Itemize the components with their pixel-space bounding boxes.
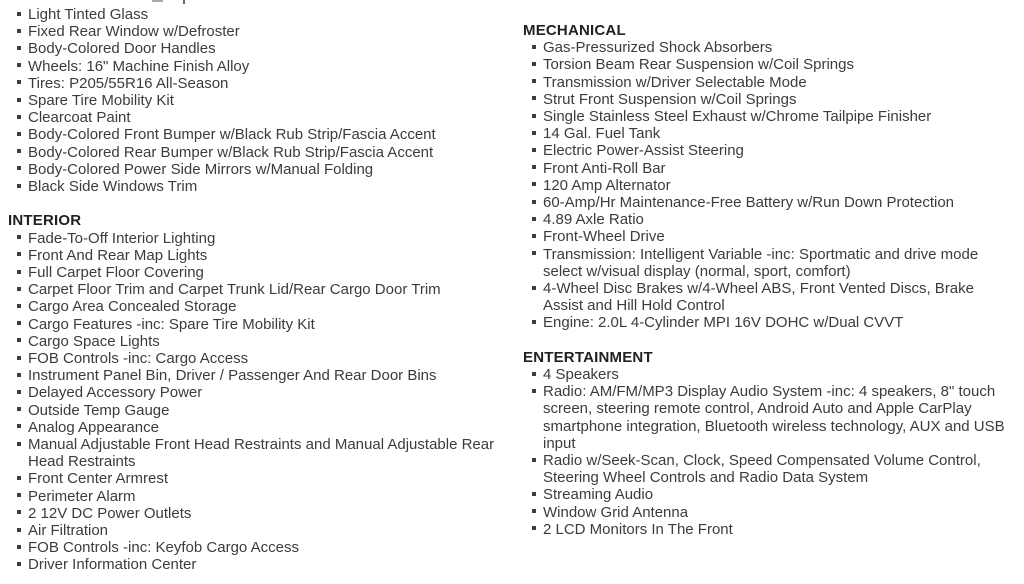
- feature-item-line: 2 LCD Monitors In The Front: [543, 520, 733, 538]
- square-bullet-icon: [17, 356, 21, 360]
- feature-item: [8, 144, 498, 161]
- square-bullet-icon: [532, 148, 536, 152]
- square-bullet-icon: [17, 132, 21, 136]
- feature-item-line: Analog Appearance: [28, 418, 159, 436]
- feature-item-line: Torsion Beam Rear Suspension w/Coil Springs: [543, 56, 854, 74]
- square-bullet-icon: [532, 182, 536, 186]
- square-bullet-icon: [17, 235, 21, 239]
- right-column: [523, 22, 1019, 538]
- square-bullet-icon: [532, 509, 536, 513]
- feature-list: [523, 366, 1019, 538]
- section-entertainment: [523, 349, 1019, 538]
- square-bullet-icon: [17, 115, 21, 119]
- square-bullet-icon: [532, 458, 536, 462]
- feature-item-line: Radio: AM/FM/MP3 Display Audio System -inc: 4 speakers, 8" touch: [543, 383, 996, 401]
- square-bullet-icon: [17, 562, 21, 566]
- feature-item-line: Head Restraints: [28, 453, 136, 471]
- square-bullet-icon: [17, 493, 21, 497]
- square-bullet-icon: [17, 63, 21, 67]
- feature-item: [8, 556, 498, 573]
- feature-item-line: Strut Front Suspension w/Coil Springs: [543, 90, 797, 108]
- section-mechanical: [523, 22, 1019, 332]
- feature-item: [523, 142, 1013, 159]
- square-bullet-icon: [532, 45, 536, 49]
- square-bullet-icon: [532, 79, 536, 83]
- feature-item: [8, 522, 498, 539]
- square-bullet-icon: [17, 390, 21, 394]
- feature-item-line: Body-Colored Power Side Mirrors w/Manual Folding: [28, 160, 374, 178]
- feature-item: [8, 109, 498, 126]
- feature-item: [8, 316, 498, 333]
- feature-item-line: 2 12V DC Power Outlets: [28, 504, 192, 522]
- square-bullet-icon: [532, 96, 536, 100]
- feature-item-line: 120 Amp Alternator: [543, 176, 671, 194]
- feature-list: [8, 230, 502, 574]
- square-bullet-icon: [532, 526, 536, 530]
- feature-item-line: Streaming Audio: [543, 486, 654, 504]
- feature-item: [523, 56, 1013, 73]
- square-bullet-icon: [532, 217, 536, 221]
- feature-item-line: Delayed Accessory Power: [28, 384, 203, 402]
- feature-item-line: 60-Amp/Hr Maintenance-Free Battery w/Run Down Protection: [543, 194, 955, 212]
- feature-item: [8, 126, 498, 143]
- feature-item-line: Tires: P205/55R16 All-Season: [28, 74, 229, 92]
- square-bullet-icon: [532, 372, 536, 376]
- feature-item: [8, 264, 498, 281]
- feature-item-line: Front Center Armrest: [28, 470, 169, 488]
- feature-item: [523, 211, 1013, 228]
- square-bullet-icon: [17, 287, 21, 291]
- feature-item-line: Light Tinted Glass: [28, 6, 149, 23]
- square-bullet-icon: [17, 29, 21, 33]
- feature-item-line: Transmission: Intelligent Variable -inc: Sportmatic and drive mode: [543, 245, 979, 263]
- feature-item-line: Cargo Space Lights: [28, 332, 160, 350]
- section-continued: [8, 6, 502, 195]
- feature-item: [8, 505, 498, 522]
- feature-item: [8, 367, 498, 384]
- feature-item: [8, 178, 498, 195]
- feature-item-line: Fixed Rear Window w/Defroster: [28, 23, 240, 41]
- feature-list: [523, 39, 1019, 331]
- feature-item-line: Full Carpet Floor Covering: [28, 264, 204, 282]
- feature-item-line: FOB Controls -inc: Keyfob Cargo Access: [28, 539, 299, 557]
- feature-item: [8, 40, 498, 57]
- feature-item: [523, 246, 1013, 280]
- feature-item-line: 14 Gal. Fuel Tank: [543, 125, 661, 143]
- feature-item: [523, 108, 1013, 125]
- feature-item: [523, 383, 1013, 452]
- feature-item-line: Engine: 2.0L 4-Cylinder MPI 16V DOHC w/Dual CVVT: [543, 314, 904, 332]
- feature-item: [8, 350, 498, 367]
- feature-item: [8, 58, 498, 75]
- feature-item: [523, 366, 1013, 383]
- feature-list: [8, 6, 502, 195]
- square-bullet-icon: [532, 165, 536, 169]
- feature-item-line: Body-Colored Front Bumper w/Black Rub Strip/Fascia Accent: [28, 126, 436, 144]
- feature-item-line: Black Side Windows Trim: [28, 178, 198, 196]
- feature-item-line: input: [543, 434, 576, 452]
- feature-item: [523, 521, 1013, 538]
- square-bullet-icon: [17, 545, 21, 549]
- square-bullet-icon: [17, 166, 21, 170]
- feature-item-line: Spare Tire Mobility Kit: [28, 92, 174, 110]
- square-bullet-icon: [17, 476, 21, 480]
- feature-item-line: select w/visual display (normal, sport, comfort): [543, 262, 851, 280]
- feature-item-line: smartphone integration, Bluetooth wireless technology, AUX and USB: [543, 417, 1005, 435]
- feature-item: [523, 486, 1013, 503]
- section-heading: ENTERTAINMENT: [523, 348, 653, 366]
- clipped-text-fragment: [152, 0, 163, 2]
- square-bullet-icon: [532, 62, 536, 66]
- square-bullet-icon: [17, 373, 21, 377]
- feature-item-line: Electric Power-Assist Steering: [543, 142, 744, 160]
- left-column: [8, 6, 502, 574]
- feature-item-line: Fade-To-Off Interior Lighting: [28, 229, 216, 247]
- feature-item: [8, 298, 498, 315]
- feature-item-line: Manual Adjustable Front Head Restraints and Manual Adjustable Rear: [28, 436, 495, 454]
- feature-item: [8, 92, 498, 109]
- square-bullet-icon: [17, 46, 21, 50]
- feature-item-line: screen, steering remote control, Android Auto and Apple CarPlay: [543, 400, 972, 418]
- feature-item: [8, 470, 498, 487]
- feature-item: [8, 23, 498, 40]
- square-bullet-icon: [17, 184, 21, 188]
- feature-item-line: Assist and Hill Hold Control: [543, 297, 725, 315]
- square-bullet-icon: [17, 424, 21, 428]
- feature-item-line: Driver Information Center: [28, 556, 197, 574]
- square-bullet-icon: [532, 234, 536, 238]
- feature-item: [8, 436, 498, 470]
- feature-item: [8, 247, 498, 264]
- feature-item-line: 4.89 Axle Ratio: [543, 211, 644, 229]
- feature-item-line: Wheels: 16" Machine Finish Alloy: [28, 57, 250, 75]
- square-bullet-icon: [17, 98, 21, 102]
- feature-item: [8, 281, 498, 298]
- feature-item-line: Instrument Panel Bin, Driver / Passenger And Rear Door Bins: [28, 367, 437, 385]
- square-bullet-icon: [17, 149, 21, 153]
- feature-item: [523, 314, 1013, 331]
- feature-item-line: Front And Rear Map Lights: [28, 246, 208, 264]
- square-bullet-icon: [532, 131, 536, 135]
- feature-item: [523, 452, 1013, 486]
- square-bullet-icon: [17, 270, 21, 274]
- feature-item-line: Front-Wheel Drive: [543, 228, 665, 246]
- feature-item: [523, 280, 1013, 314]
- feature-item: [523, 177, 1013, 194]
- feature-item-line: FOB Controls -inc: Cargo Access: [28, 350, 249, 368]
- feature-item-line: Gas-Pressurized Shock Absorbers: [543, 39, 773, 57]
- feature-item-line: Steering Wheel Controls and Radio Data System: [543, 469, 869, 487]
- feature-item: [8, 384, 498, 401]
- feature-item: [523, 125, 1013, 142]
- feature-item-line: Outside Temp Gauge: [28, 401, 170, 419]
- section-heading: MECHANICAL: [523, 22, 626, 39]
- section-interior: [8, 212, 502, 573]
- feature-item-line: Clearcoat Paint: [28, 109, 131, 127]
- square-bullet-icon: [532, 251, 536, 255]
- square-bullet-icon: [17, 304, 21, 308]
- feature-item: [523, 228, 1013, 245]
- feature-item: [523, 194, 1013, 211]
- square-bullet-icon: [17, 252, 21, 256]
- square-bullet-icon: [17, 528, 21, 532]
- feature-item-line: Transmission w/Driver Selectable Mode: [543, 73, 807, 91]
- feature-item: [523, 160, 1013, 177]
- feature-item: [8, 230, 498, 247]
- square-bullet-icon: [17, 80, 21, 84]
- feature-item: [8, 402, 498, 419]
- square-bullet-icon: [532, 114, 536, 118]
- feature-item-line: Single Stainless Steel Exhaust w/Chrome Tailpipe Finisher: [543, 108, 932, 126]
- section-heading: INTERIOR: [8, 212, 82, 230]
- square-bullet-icon: [17, 510, 21, 514]
- square-bullet-icon: [532, 320, 536, 324]
- feature-item-line: Body-Colored Rear Bumper w/Black Rub Strip/Fascia Accent: [28, 143, 434, 161]
- feature-item-line: Front Anti-Roll Bar: [543, 159, 666, 177]
- square-bullet-icon: [17, 12, 21, 16]
- feature-item: [8, 161, 498, 178]
- feature-item: [8, 419, 498, 436]
- square-bullet-icon: [17, 338, 21, 342]
- feature-item-line: Air Filtration: [28, 522, 109, 540]
- feature-item-line: Perimeter Alarm: [28, 487, 136, 505]
- feature-item-line: Body-Colored Door Handles: [28, 40, 216, 58]
- feature-item: [523, 74, 1013, 91]
- feature-item: [8, 488, 498, 505]
- feature-item: [8, 6, 498, 23]
- feature-item: [8, 333, 498, 350]
- feature-item: [523, 504, 1013, 521]
- square-bullet-icon: [17, 407, 21, 411]
- square-bullet-icon: [532, 200, 536, 204]
- square-bullet-icon: [17, 442, 21, 446]
- feature-item-line: Cargo Features -inc: Spare Tire Mobility Kit: [28, 315, 315, 333]
- square-bullet-icon: [17, 321, 21, 325]
- square-bullet-icon: [532, 286, 536, 290]
- feature-item: [523, 39, 1013, 56]
- feature-item-line: Cargo Area Concealed Storage: [28, 298, 237, 316]
- feature-item: [523, 91, 1013, 108]
- square-bullet-icon: [532, 389, 536, 393]
- square-bullet-icon: [532, 492, 536, 496]
- feature-item-line: Radio w/Seek-Scan, Clock, Speed Compensated Volume Control,: [543, 452, 981, 470]
- feature-item: [8, 75, 498, 92]
- feature-item-line: 4-Wheel Disc Brakes w/4-Wheel ABS, Front Vented Discs, Brake: [543, 280, 974, 298]
- feature-item-line: Window Grid Antenna: [543, 503, 689, 521]
- feature-item-line: Carpet Floor Trim and Carpet Trunk Lid/Rear Cargo Door Trim: [28, 281, 441, 299]
- clipped-text-fragment: [183, 0, 185, 4]
- feature-item: [8, 539, 498, 556]
- feature-item-line: 4 Speakers: [543, 366, 619, 384]
